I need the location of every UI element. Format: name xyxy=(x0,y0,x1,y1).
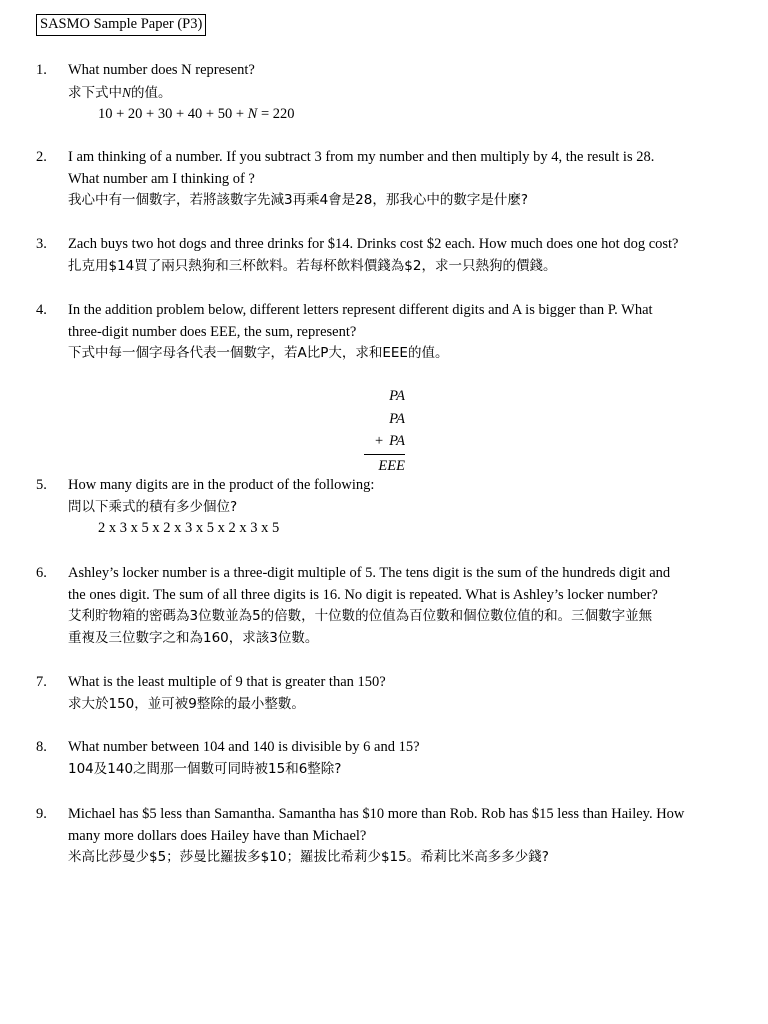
product-expression: 2 x 3 x 5 x 2 x 3 x 5 x 2 x 3 x 5 xyxy=(98,520,280,536)
question-text-en: What number does N represent? xyxy=(68,62,255,78)
question-number: 3. xyxy=(36,236,47,252)
question-text-zh: 下式中每一個字母各代表一個數字，若A比P大，求和EEE的值。 xyxy=(68,345,449,361)
question-text-en: Zach buys two hot dogs and three drinks for $14. Drinks cost $2 each. How much does one hot dog cost? xyxy=(68,236,679,252)
question-8 xyxy=(36,737,736,780)
question-5 xyxy=(36,475,736,540)
question-text-en: three-digit number does EEE, the sum, represent? xyxy=(68,323,357,340)
sum: EEE xyxy=(378,457,405,474)
question-number: 8. xyxy=(36,739,47,755)
question-number: 1. xyxy=(36,62,47,78)
question-number: 6. xyxy=(36,565,47,581)
plus-sign: + xyxy=(374,433,384,449)
addend: PA xyxy=(389,388,405,404)
question-2 xyxy=(36,147,736,212)
question-number: 9. xyxy=(36,806,47,822)
question-9 xyxy=(36,804,736,869)
question-text-en: What number between 104 and 140 is divisible by 6 and 15? xyxy=(68,739,420,755)
addend: PA xyxy=(389,433,405,449)
paper-title-box xyxy=(36,14,206,36)
question-text-en: I am thinking of a number. If you subtract 3 from my number and then multiply by 4, the result is 28. xyxy=(68,149,655,165)
question-text-en: What number am I thinking of ? xyxy=(68,170,255,187)
question-text-en: How many digits are in the product of the following: xyxy=(68,477,375,493)
question-text-en: In the addition problem below, different letters represent different digits and A is bigger than P. What xyxy=(68,302,653,318)
addition-problem xyxy=(360,385,405,477)
question-text-zh: 我心中有一個數字，若將該數字先減3再乘4會是28，那我心中的數字是什麼? xyxy=(68,192,529,208)
question-4 xyxy=(36,300,736,365)
question-text-zh: 艾利貯物箱的密碼為3位數並為5的倍數，十位數的位值為百位數和個位數位值的和。三個數字並無 xyxy=(68,608,653,624)
question-number: 7. xyxy=(36,674,47,690)
question-7 xyxy=(36,672,736,715)
question-number: 5. xyxy=(36,477,47,493)
question-text-en: What is the least multiple of 9 that is greater than 150? xyxy=(68,674,386,690)
question-text-zh: 問以下乘式的積有多少個位? xyxy=(68,498,238,515)
question-1 xyxy=(36,60,736,126)
question-text-en: many more dollars does Hailey have than Michael? xyxy=(68,827,367,844)
equation: 10 + 20 + 30 + 40 + 50 + N = 220 xyxy=(98,106,295,122)
paper-title: SASMO Sample Paper (P3) xyxy=(40,16,203,32)
question-text-en: Ashley’s locker number is a three-digit multiple of 5. The tens digit is the sum of the hundreds digit and xyxy=(68,565,671,581)
question-text-zh: 扎克用$14買了兩只熱狗和三杯飲料。若每杯飲料價錢為$2，求一只熱狗的價錢。 xyxy=(68,257,557,274)
question-text-en: the ones digit. The sum of all three digits is 16. No digit is repeated. What is Ashley’s locker number? xyxy=(68,586,658,603)
question-text-en: Michael has $5 less than Samantha. Samantha has $10 more than Rob. Rob has $15 less than Hailey. How xyxy=(68,806,685,822)
question-text-zh: 求下式中N的值。 xyxy=(68,84,172,101)
question-6 xyxy=(36,563,736,649)
question-text-zh: 求大於150，並可被9整除的最小整數。 xyxy=(68,695,305,712)
question-number: 4. xyxy=(36,302,47,318)
question-text-zh: 米高比莎曼少$5；莎曼比羅拔多$10；羅拔比希莉少$15。希莉比米高多多少錢? xyxy=(68,849,549,865)
question-number: 2. xyxy=(36,149,47,165)
question-text-zh: 104及140之間那一個數可同時被15和6整除? xyxy=(68,760,342,777)
addend: PA xyxy=(389,410,405,427)
question-text-zh: 重複及三位數字之和為160，求該3位數。 xyxy=(68,629,319,646)
question-3 xyxy=(36,234,736,277)
